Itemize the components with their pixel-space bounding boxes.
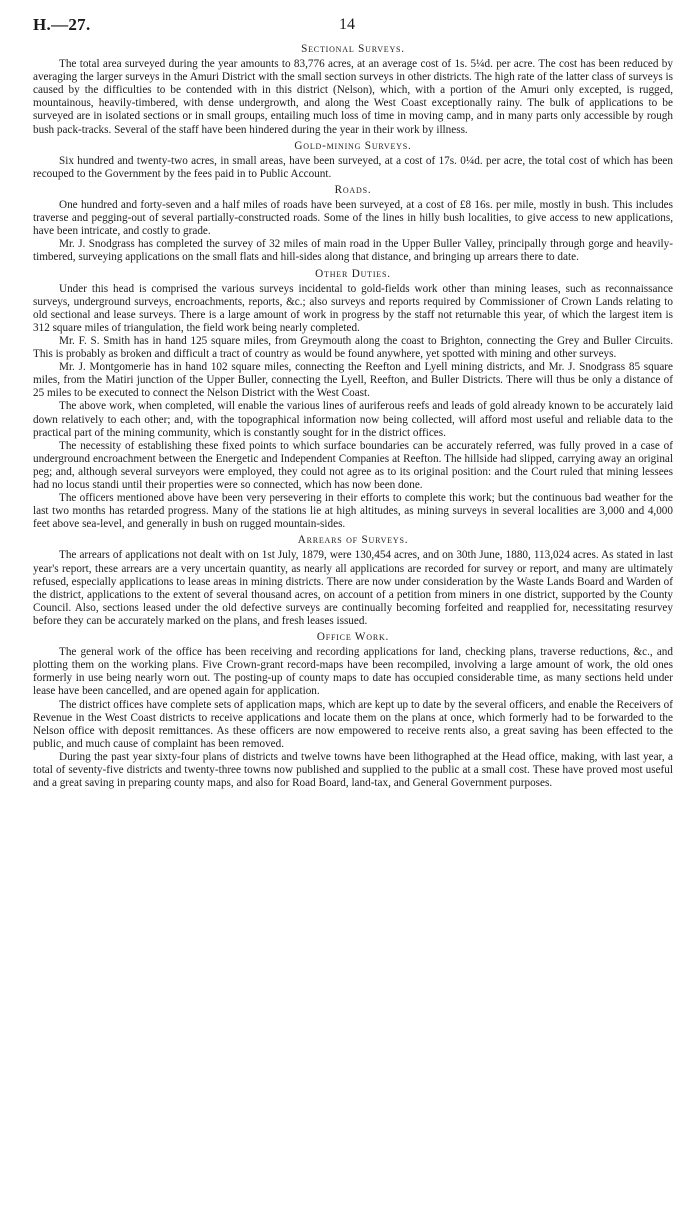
section-office-work bbox=[33, 631, 673, 790]
paragraph: One hundred and forty-seven and a half miles of roads have been surveyed, at a cost of £8 16s. per mile, mostly in bush. This includes traverse and pegging-out of several partially-constructed roads. Some of the lines in hilly bush localities, to give access to new applications, have been intricate, and costly to grade. bbox=[33, 199, 673, 238]
paragraph: The general work of the office has been receiving and recording applications for land, checking plans, traverse reductions, &c., and plotting them on the working plans. Five Crown-grant record-maps have been recompiled, involving a large amount of work, the old ones formerly in use being nearly worn out. The posting-up of county maps to date has occupied considerable time, as many sections held under lease have been cancelled, and are opened again for application. bbox=[33, 646, 673, 698]
section-heading: Roads. bbox=[334, 183, 372, 196]
section-arrears-of-surveys bbox=[33, 534, 673, 628]
paragraph: Under this head is comprised the various surveys incidental to gold-fields work other than mining leases, such as reconnaissance surveys, underground surveys, encroachments, reports, &c.; also surveys and reports required by Commissioner of Crown Lands relating to old sectional and lease surveys. There is a large amount of work in progress by the staff not returnable this year, of which the largest item is 312 square miles of triangulation, the field work being nearly completed. bbox=[33, 282, 673, 334]
section-heading: Gold-mining Surveys. bbox=[294, 139, 412, 152]
page-header bbox=[33, 14, 673, 40]
paragraph: The arrears of applications not dealt with on 1st July, 1879, were 130,454 acres, and on 30th June, 1880, 113,024 acres. As stated in last year's report, these arrears are a very uncertain quantity, as nearly all applications are recorded for survey or report, and many are ultimately refused, especially applications to lease areas in mining districts. There are now under consideration by the Waste Lands Board and Warden of the district, applications to the extent of several thousand acres, on account of a petition from miners in one district, supported by the County Council. Also, sections leased under the old defective surveys are continually becoming forfeited and reapplied for, necessitating resurvey before they can be accurately marked on the plans, and fresh leases issued. bbox=[33, 549, 673, 627]
paragraph: Mr. J. Montgomerie has in hand 102 square miles, connecting the Reefton and Lyell mining districts, and Mr. J. Snodgrass 85 square miles, from the Matiri junction of the Upper Buller, connecting the Lyell, Reefton, and Buller Districts. There will thus be only a distance of 25 miles to be executed to connect the Nelson District with the West Coast. bbox=[33, 361, 673, 400]
paragraph: Mr. F. S. Smith has in hand 125 square miles, from Greymouth along the coast to Brighton, connecting the Grey and Buller Circuits. This is probably as broken and difficult a tract of country as would be found anywhere, yet spotted with mining and other surveys. bbox=[33, 334, 673, 361]
section-gold-mining-surveys bbox=[33, 140, 673, 181]
paragraph: During the past year sixty-four plans of districts and twelve towns have been lithographed at the Head office, making, with last year, a total of seventy-five districts and twenty-three towns now published and supplied to the public at a small cost. These have proved most useful and a great saving in preparing county maps, and also for Road Board, land-tax, and General Government purposes. bbox=[33, 750, 673, 790]
paragraph: The necessity of establishing these fixed points to which surface boundaries can be accurately referred, was fully proved in a case of underground encroachment between the Energetic and Independent Companies at Reefton. The hillside had slipped, carrying away an original peg; and, although several surveyors were employed, they could not agree as to its original position: and the Court ruled that mining lessees had no locus standi until their properties were so connected, which has now been done. bbox=[33, 439, 673, 491]
section-heading: Other Duties. bbox=[315, 267, 391, 280]
section-heading: Sectional Surveys. bbox=[301, 43, 405, 55]
paragraph: The district offices have complete sets of application maps, which are kept up to date by the several officers, and enable the Receivers of Revenue in the West Coast districts to receive applications and locate them on the plans at once, which formerly had to be forwarded to the Nelson office with deposit remittances. As these officers are now empowered to receive rents also, a great saving has been effected to the public, and much cause of complaint has been removed. bbox=[33, 698, 673, 750]
section-heading: Office Work. bbox=[316, 631, 390, 644]
section-heading: Arrears of Surveys. bbox=[297, 534, 409, 547]
paragraph: Mr. J. Snodgrass has completed the survey of 32 miles of main road in the Upper Buller Valley, principally through gorge and heavily-timbered, surveying applications on the small flats and hill-sides along that distance, and bringing up arrears there to date. bbox=[33, 238, 673, 264]
section-roads bbox=[33, 184, 673, 265]
paragraph: The above work, when completed, will enable the various lines of auriferous reefs and leads of gold already known to be accurately laid down relatively to each other; and, with the topographical information now being collected, will afford most useful and reliable data to the practical part of the mining community, which is constantly sought for in the district offices. bbox=[33, 400, 673, 439]
section-other-duties bbox=[33, 268, 673, 532]
section-sectional-surveys bbox=[33, 43, 673, 137]
paragraph: The officers mentioned above have been very persevering in their efforts to complete this work; but the continuous bad weather for the last two months has retarded progress. Many of the stations lie at high altitudes, as mining surveys in several localities are 3,000 and 4,000 feet above sea-level, and generally in bush on rugged mountain-sides. bbox=[33, 492, 673, 531]
paragraph: Six hundred and twenty-two acres, in small areas, have been surveyed, at a cost of 17s. 0¼d. per acre, the total cost of which has been recouped to the Government by the fees paid in to Public Account. bbox=[33, 154, 673, 180]
document-code: H.—27. bbox=[33, 15, 91, 34]
page-number: 14 bbox=[339, 16, 355, 33]
paragraph: The total area surveyed during the year amounts to 83,776 acres, at an average cost of 1s. 5¼d. per acre. The cost has been reduced by averaging the larger surveys in the Amuri District with the small section surveys in other districts. The high rate of the latter class of surveys is caused by the difficulties to be contended with in this district (Nelson), which, with a portion of the Amuri only excepted, is rugged, mountainous, heavily-timbered, with dense undergrowth, and along the West Coast exceptionally rainy. The bulk of applications to be surveyed are in isolated sections or in small groups, entailing much loss of time in moving camp, and in many parts only accessible by rough bush pack-tracks. Several of the staff have been hindered during the year in their work by illness. bbox=[33, 58, 673, 136]
